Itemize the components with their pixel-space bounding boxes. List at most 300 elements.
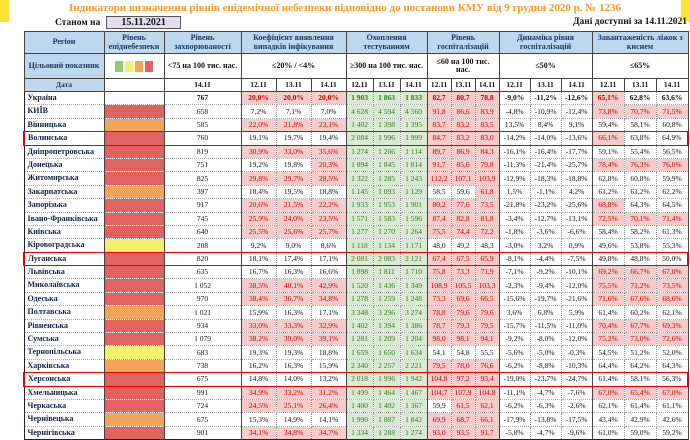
dyn-value: -4,7%	[530, 426, 561, 439]
coef-value: 16,2%	[241, 359, 276, 372]
epidemic-level-cell	[104, 373, 164, 386]
testing-value: 2 257	[373, 359, 400, 372]
table-row	[24, 185, 688, 198]
beds-value: 76,0%	[656, 158, 688, 171]
testing-value: 1 499	[346, 386, 373, 399]
coef-value: 29,7%	[276, 172, 311, 185]
beds-value: 49,8%	[592, 252, 624, 265]
beds-value: 42,6%	[656, 413, 688, 426]
epidemic-level-cell	[104, 118, 164, 131]
testing-value: 1 996	[373, 373, 400, 386]
coef-value: 25,9%	[241, 212, 276, 225]
testing-value: 1 903	[346, 92, 373, 105]
beds-value: 58,1%	[624, 373, 656, 386]
testing-value: 1 845	[373, 158, 400, 171]
dyn-value: -18,3%	[530, 172, 561, 185]
hosp-value: 61,8	[475, 185, 499, 198]
dyn-value: -9,4%	[530, 279, 561, 292]
testing-value: 1 894	[346, 158, 373, 171]
hosp-value: 73,5	[475, 199, 499, 212]
coef-value: 32,9%	[311, 319, 346, 332]
testing-value: 4 628	[346, 105, 373, 118]
table-row	[24, 279, 688, 292]
dyn-value: -9,6%	[561, 426, 592, 439]
testing-value: 3 296	[373, 306, 400, 319]
illness-value: 901	[164, 426, 241, 439]
coef-value: 14,0%	[276, 373, 311, 386]
illness-value: 970	[164, 292, 241, 305]
dyn-value: -4,7%	[530, 386, 561, 399]
testing-value: 2 083	[373, 252, 400, 265]
epidemic-level-cell	[104, 92, 164, 105]
beds-value: 66,7%	[624, 266, 656, 279]
dyn-value: -17,7%	[561, 145, 592, 158]
beds-value: 56,3%	[656, 373, 688, 386]
epidemic-level-cell	[104, 319, 164, 332]
date-cell: 13.11	[624, 79, 656, 92]
coef-value: 25,7%	[311, 225, 346, 238]
coef-value: 17,4%	[276, 252, 311, 265]
epidemic-level-cell	[104, 172, 164, 185]
illness-value: 208	[164, 239, 241, 252]
coef-value: 24,0%	[276, 212, 311, 225]
dyn-value: -2,6%	[561, 399, 592, 412]
testing-value: 1 134	[373, 239, 400, 252]
region-name: Запорізька	[24, 199, 104, 212]
coef-value: 19,8%	[276, 158, 311, 171]
table-row	[24, 225, 688, 238]
target-test: ≥300 на 100 тис. нас.	[346, 54, 427, 79]
date-cell: 14.11	[400, 79, 427, 92]
testing-value: 1 395	[400, 118, 427, 131]
region-name: Дніпропетровська	[24, 145, 104, 158]
date-cell: 14.11	[311, 79, 346, 92]
region-name: Луганська	[24, 252, 104, 265]
epidemic-level-cell	[104, 413, 164, 426]
dyn-value: 5,9%	[561, 306, 592, 319]
date-row-label: Дата	[24, 79, 104, 92]
hosp-value: 87,4	[427, 212, 451, 225]
coef-value: 16,3%	[276, 306, 311, 319]
epidemic-level-cell	[104, 333, 164, 346]
hosp-value: 78,7	[427, 319, 451, 332]
testing-value: 1 650	[373, 346, 400, 359]
region-name: Житомирська	[24, 172, 104, 185]
hosp-value: 73,3	[427, 292, 451, 305]
region-name: Закарпатська	[24, 185, 104, 198]
beds-value: 60,8%	[656, 118, 688, 131]
dyn-value: 4,2%	[561, 185, 592, 198]
date-cell: 14.11	[475, 79, 499, 92]
hosp-value: 84,3	[475, 145, 499, 158]
hosp-value: 83,2	[451, 118, 475, 131]
dyn-value: -21,8%	[499, 199, 530, 212]
table-row	[24, 199, 688, 212]
hosp-value: 98,0	[427, 333, 451, 346]
beds-value: 67,0%	[656, 266, 688, 279]
beds-value: 72,6%	[656, 333, 688, 346]
coef-value: 18,8%	[311, 185, 346, 198]
level-legend	[104, 54, 164, 79]
testing-value: 1 274	[400, 426, 427, 439]
hosp-value: 82,7	[427, 92, 451, 105]
testing-value: 1 248	[400, 292, 427, 305]
testing-value: 1 402	[346, 118, 373, 131]
testing-value: 1 402	[346, 319, 373, 332]
beds-value: 61,4%	[592, 306, 624, 319]
table-row	[24, 292, 688, 305]
table-row	[24, 212, 688, 225]
table-row	[24, 373, 688, 386]
hosp-value: 83,0	[475, 132, 499, 145]
group-header-beds: Завантаженість ліжок з киснем	[592, 32, 688, 54]
beds-value: 64,9%	[656, 132, 688, 145]
testing-value: 1 596	[400, 212, 427, 225]
dyn-value: -13,8%	[530, 413, 561, 426]
coef-value: 20,6%	[241, 199, 276, 212]
beds-value: 62,8%	[624, 92, 656, 105]
hosp-value: 76,6	[475, 359, 499, 372]
hosp-value: 66,5	[475, 292, 499, 305]
coef-value: 38,4%	[241, 292, 276, 305]
dyn-value: -1,1%	[530, 185, 561, 198]
dyn-value: -1,8%	[499, 225, 530, 238]
table-row	[24, 92, 688, 105]
beds-value: 55,4%	[624, 145, 656, 158]
testing-value: 1 811	[373, 266, 400, 279]
hosp-value: 86,6	[451, 105, 475, 118]
illness-value: 760	[164, 132, 241, 145]
dyn-value: 3,6%	[499, 306, 530, 319]
testing-value: 1 204	[400, 333, 427, 346]
group-header-level: Рівень епіднебезпеки	[104, 32, 164, 54]
hosp-value: 81,8	[475, 212, 499, 225]
testing-value: 1 114	[400, 145, 427, 158]
region-name: Херсонська	[24, 373, 104, 386]
beds-value: 42,9%	[624, 413, 656, 426]
date-cell-empty	[104, 79, 164, 92]
beds-value: 61,4%	[592, 373, 624, 386]
beds-value: 64,4%	[592, 359, 624, 372]
hosp-value: 107,1	[451, 172, 475, 185]
hosp-value: 104,8	[427, 373, 451, 386]
table-row	[24, 426, 688, 439]
beds-value: 76,3%	[624, 158, 656, 171]
table-row	[24, 333, 688, 346]
hosp-value: 62,1	[475, 399, 499, 412]
beds-value: 73,5%	[656, 279, 688, 292]
dyn-value: -19,0%	[499, 373, 530, 386]
hosp-value: 72,2	[475, 225, 499, 238]
dyn-value: -2,3%	[499, 279, 530, 292]
beds-value: 59,2%	[656, 426, 688, 439]
testing-value: 1 400	[346, 399, 373, 412]
illness-value: 991	[164, 386, 241, 399]
testing-value: 1 942	[400, 373, 427, 386]
dyn-value: -12,0%	[561, 279, 592, 292]
hosp-value: 77,6	[451, 199, 475, 212]
coef-value: 28,5%	[311, 172, 346, 185]
dyn-value: -10,1%	[561, 266, 592, 279]
beds-value: 59,9%	[656, 172, 688, 185]
coef-value: 34,1%	[241, 426, 276, 439]
testing-value: 1 842	[400, 413, 427, 426]
dyn-value: -0,3%	[561, 346, 592, 359]
epidemic-level-cell	[104, 158, 164, 171]
beds-value: 70,4%	[592, 319, 624, 332]
beds-value: 71,6%	[592, 292, 624, 305]
illness-value: 825	[164, 172, 241, 185]
region-name: КИЇВ	[24, 105, 104, 118]
hosp-value: 66,1	[475, 413, 499, 426]
coef-value: 33,2%	[276, 386, 311, 399]
beds-value: 53,8%	[624, 239, 656, 252]
epidemic-level-cell	[104, 346, 164, 359]
date-cell: 12.11	[499, 79, 530, 92]
hosp-value: 67,4	[427, 252, 451, 265]
region-name: Тернопільська	[24, 346, 104, 359]
coef-value: 19,4%	[311, 132, 346, 145]
testing-value: 1 274	[346, 145, 373, 158]
dyn-value: -13,6%	[561, 132, 592, 145]
testing-value: 1 270	[373, 225, 400, 238]
dyn-value: -7,1%	[499, 266, 530, 279]
testing-value: 1 118	[346, 239, 373, 252]
hosp-value: 80,7	[451, 92, 475, 105]
region-name: Чернівецька	[24, 413, 104, 426]
target-row-label: Цільовий показник	[24, 54, 104, 79]
epidemic-level-cell	[104, 399, 164, 412]
coef-value: 17,1%	[311, 252, 346, 265]
target-beds: ≤65%	[592, 54, 688, 79]
hosp-value: 79,5	[427, 359, 451, 372]
coef-value: 15,9%	[311, 359, 346, 372]
region-name: Черкаська	[24, 399, 104, 412]
beds-value: 67,0%	[592, 386, 624, 399]
table-row	[24, 399, 688, 412]
region-name: Чернігівська	[24, 426, 104, 439]
illness-value: 658	[164, 105, 241, 118]
hosp-value: 71,9	[475, 266, 499, 279]
as-of-block	[55, 16, 181, 29]
table-row	[24, 386, 688, 399]
illness-value: 635	[164, 266, 241, 279]
dyn-value: -11,5%	[530, 319, 561, 332]
dyn-value: -3,6%	[530, 225, 561, 238]
coef-value: 40,1%	[276, 279, 311, 292]
table-row	[24, 319, 688, 332]
group-header-illness: Рівень захворюваності	[164, 32, 241, 54]
hosp-value: 108,9	[427, 279, 451, 292]
dyn-value: -10,9%	[530, 105, 561, 118]
hosp-value: 103,9	[475, 172, 499, 185]
dyn-value: -25,6%	[561, 199, 592, 212]
beds-value: 63,8%	[624, 132, 656, 145]
illness-value: 1 052	[164, 279, 241, 292]
legend-swatch-3	[145, 61, 153, 72]
coef-value: 18,4%	[241, 185, 276, 198]
hosp-value: 93,0	[427, 426, 451, 439]
table-row	[24, 252, 688, 265]
coef-value: 23,5%	[311, 212, 346, 225]
testing-value: 1 520	[346, 279, 373, 292]
beds-value: 69,3%	[656, 319, 688, 332]
beds-value: 61,4%	[624, 399, 656, 412]
beds-value: 68,6%	[656, 292, 688, 305]
dyn-value: -17,5%	[561, 413, 592, 426]
testing-value: 2 340	[346, 359, 373, 372]
testing-value: 1 349	[400, 279, 427, 292]
date-cell: 13.11	[373, 79, 400, 92]
date-cell: 12.11	[241, 79, 276, 92]
region-name: Рівненська	[24, 319, 104, 332]
testing-value: 1 464	[373, 386, 400, 399]
dyn-value: -14,0%	[530, 132, 561, 145]
dyn-value: 8,4%	[530, 118, 561, 131]
dyn-value: -9,2%	[530, 266, 561, 279]
testing-value: 1 145	[346, 185, 373, 198]
target-dyn: ≤50%	[499, 54, 592, 79]
coef-value: 20,0%	[311, 92, 346, 105]
epidemic-level-cell	[104, 292, 164, 305]
beds-value: 65,4%	[624, 386, 656, 399]
beds-value: 52,0%	[656, 346, 688, 359]
hosp-value: 93,5	[451, 426, 475, 439]
hosp-value: 104,8	[475, 386, 499, 399]
hosp-value: 55,5	[475, 346, 499, 359]
coef-value: 25,1%	[276, 399, 311, 412]
coef-value: 34,8%	[276, 426, 311, 439]
table-row	[24, 306, 688, 319]
epidemic-level-cell	[104, 279, 164, 292]
dyn-value: 1,5%	[499, 185, 530, 198]
table-row	[24, 132, 688, 145]
beds-value: 64,3%	[624, 199, 656, 212]
illness-value: 675	[164, 373, 241, 386]
coef-value: 26,4%	[311, 399, 346, 412]
beds-value: 58,4%	[592, 225, 624, 238]
coef-value: 21,8%	[276, 118, 311, 131]
coef-value: 14,8%	[241, 373, 276, 386]
hosp-value: 93,4	[475, 373, 499, 386]
table-row	[24, 266, 688, 279]
beds-value: 61,1%	[656, 399, 688, 412]
coef-value: 13,2%	[311, 373, 346, 386]
illness-value: 751	[164, 158, 241, 171]
testing-value: 2 081	[346, 252, 373, 265]
beds-value: 62,2%	[656, 185, 688, 198]
table-row	[24, 158, 688, 171]
coef-value: 7,2%	[241, 105, 276, 118]
dyn-value: 13,5%	[499, 118, 530, 131]
testing-value: 1 659	[346, 346, 373, 359]
beds-value: 56,5%	[656, 145, 688, 158]
hosp-value: 59,9	[427, 399, 451, 412]
target-illness: <75 на 100 тис. нас.	[164, 54, 241, 79]
dyn-value: -3,0%	[499, 239, 530, 252]
testing-value: 2 221	[400, 359, 427, 372]
hosp-value: 97,2	[451, 373, 475, 386]
coef-value: 33,3%	[276, 319, 311, 332]
testing-value: 1 209	[373, 333, 400, 346]
dyn-value: -13,1%	[561, 212, 592, 225]
dyn-value: -23,2%	[530, 199, 561, 212]
hosp-value: 78,8	[427, 306, 451, 319]
beds-value: 71,5%	[656, 105, 688, 118]
illness-value: 819	[164, 145, 241, 158]
coef-value: 19,3%	[241, 346, 276, 359]
as-of-label: Станом на	[55, 18, 101, 28]
coef-value: 19,5%	[276, 185, 311, 198]
table-row	[24, 118, 688, 131]
coef-value: 31,2%	[311, 386, 346, 399]
dyn-value: -8,8%	[530, 359, 561, 372]
epidemic-level-cell	[104, 359, 164, 372]
coef-value: 16,6%	[311, 266, 346, 279]
coef-value: 16,3%	[276, 359, 311, 372]
testing-value: 1 129	[400, 185, 427, 198]
region-name: Миколаївська	[24, 279, 104, 292]
hosp-value: 83,7	[427, 118, 451, 131]
hosp-value: 69,9	[427, 413, 451, 426]
dyn-value: -6,3%	[530, 399, 561, 412]
hosp-value: 84,7	[427, 132, 451, 145]
testing-value: 1 243	[400, 172, 427, 185]
region-name: Хмельницька	[24, 386, 104, 399]
region-name: Харківська	[24, 359, 104, 372]
hosp-value: 79,5	[475, 319, 499, 332]
dyn-value: -12,4%	[561, 105, 592, 118]
coef-value: 33,0%	[276, 145, 311, 158]
beds-value: 73,8%	[592, 105, 624, 118]
available-date: 14.11.2021	[644, 17, 687, 27]
date-cell: 14.11	[656, 79, 688, 92]
hosp-value: 79,8	[475, 158, 499, 171]
hosp-value: 59,6	[451, 185, 475, 198]
region-column-header: Регіон	[24, 32, 104, 54]
illness-value: 767	[164, 92, 241, 105]
beds-value: 61,2%	[592, 185, 624, 198]
illness-value: 1 021	[164, 306, 241, 319]
illness-value: 738	[164, 359, 241, 372]
beds-value: 64,2%	[624, 359, 656, 372]
hosp-value: 103,3	[475, 279, 499, 292]
beds-value: 71,4%	[656, 212, 688, 225]
coef-value: 20,3%	[311, 158, 346, 171]
coef-value: 19,7%	[276, 132, 311, 145]
testing-value: 1 386	[400, 319, 427, 332]
beds-value: 66,1%	[592, 132, 624, 145]
region-name: Донецька	[24, 158, 104, 171]
hosp-value: 54,1	[427, 346, 451, 359]
dyn-value: -6,2%	[499, 359, 530, 372]
testing-value: 1 814	[400, 158, 427, 171]
beds-value: 75,2%	[592, 333, 624, 346]
beds-value: 48,8%	[624, 252, 656, 265]
coef-value: 38,5%	[241, 279, 276, 292]
hosp-value: 68,7	[451, 413, 475, 426]
testing-value: 1 898	[346, 266, 373, 279]
beds-value: 78,4%	[592, 158, 624, 171]
meta-bar	[0, 16, 690, 30]
testing-value: 1 322	[346, 172, 373, 185]
dyn-value: -9,2%	[499, 333, 530, 346]
hosp-value: 79,3	[451, 319, 475, 332]
date-cell: 14.11	[561, 79, 592, 92]
dyn-value: 9,1%	[561, 118, 592, 131]
illness-value: 820	[164, 252, 241, 265]
testing-value: 1 394	[373, 319, 400, 332]
